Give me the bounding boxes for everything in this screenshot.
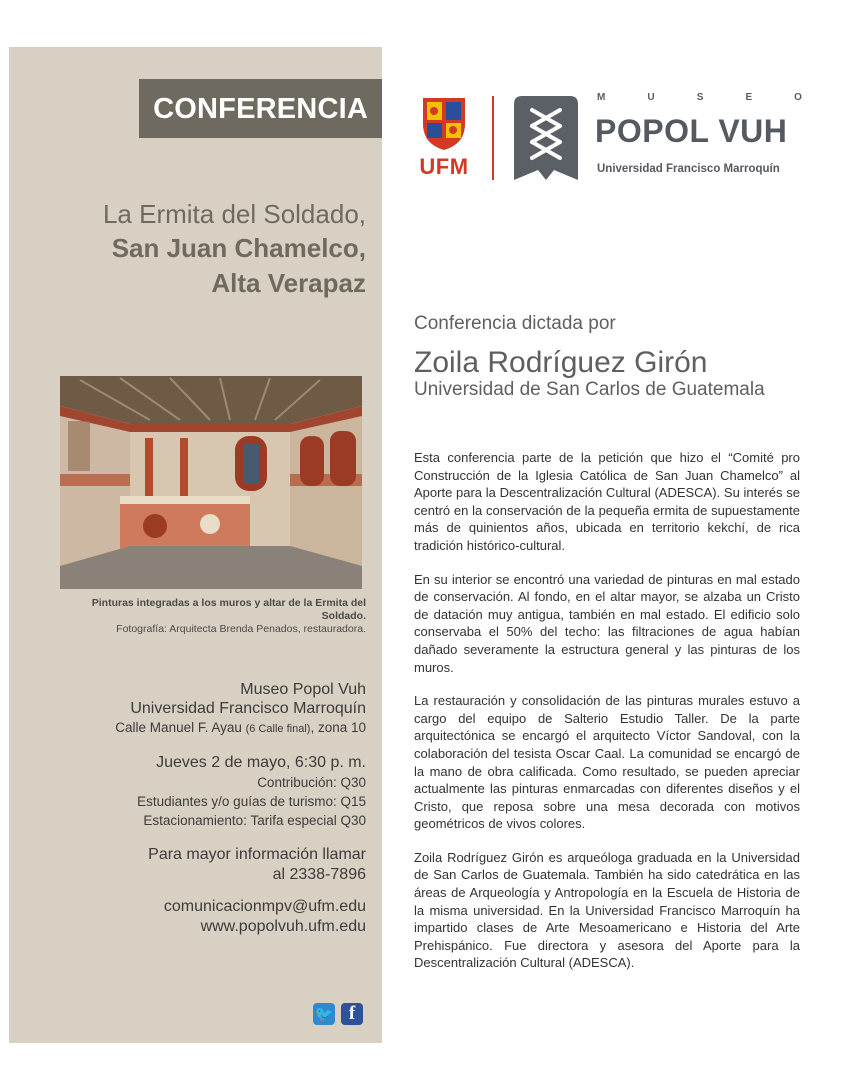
venue-block [115,680,366,739]
facebook-icon[interactable]: f [341,1003,363,1025]
body-paragraph: Zoila Rodríguez Girón es arqueóloga graduada en la Universidad de San Carlos de Guatemala. También ha sido catedrática en las áreas de Arqueología y Antropología en la Escuela de Historia de la misma universidad. En la Universidad Francisco Marroquín ha impartido clases de Arte Mesoamericano e Historia del Arte Prehispánico. Fue directora y asesora del Aporte para la Descentralización Cultural (ADESCA). [414,849,800,971]
chapel-photo [60,376,362,589]
online-block [164,897,366,937]
body-paragraph: La restauración y consolidación de las pinturas murales estuvo a cargo del equipo de Salterio Estudio Taller. De la parte arquitectónica se encargó el arquitecto Víctor Sandoval, con la colaboración del tesista Oscar Caal. La comunidad se encargó de la mano de obra calificada. Como resultado, se pueden apreciar actualmente las pinturas enmarcadas con diferentes diseños y el Cristo, que reposa sobre una mesa decorada con motivos geométricos de vivos colores. [414,693,800,832]
website-link[interactable]: www.popolvuh.ufm.edu [200,918,366,935]
event-title [103,197,366,301]
logo-divider [492,96,494,180]
museo-letter: O [794,92,802,103]
venue-street-note: (6 Calle final) [245,723,311,735]
title-line-3: Alta Verapaz [211,268,366,298]
venue-address [115,718,366,739]
popol-vuh-wordmark: POPOL VUH [595,113,788,149]
museo-letter: E [745,92,753,103]
contact-phone: al 2338-7896 [272,866,366,883]
ufm-wordmark: UFM [419,154,469,179]
museo-letter: S [696,92,704,103]
conference-label: CONFERENCIA [153,93,368,125]
venue-university: Universidad Francisco Marroquín [130,700,366,717]
contact-email[interactable]: comunicacionmpv@ufm.edu [163,898,366,915]
body-paragraph: En su interior se encontró una variedad de pinturas en mal estado de conservación. Al fondo, en el altar mayor, se alzaba un Cristo de datación muy antigua, también en mal estado. El edificio solo conservaba el 50% del techo: las filtraciones de agua habían dañado severamente la estructura general y las pinturas de los muros. [414,571,800,675]
event-contribution: Contribución: Q30 [257,775,366,790]
event-date: Jueves 2 de mayo, 6:30 p. m. [156,754,366,771]
speaker-affiliation: Universidad de San Carlos de Guatemala [414,379,765,400]
logo-university: Universidad Francisco Marroquín [597,163,780,175]
body-text [414,449,800,988]
speaker-intro: Conferencia dictada por [414,313,616,334]
title-line-1: La Ermita del Soldado, [102,199,366,229]
museo-label [597,92,802,103]
twitter-icon[interactable]: 🐦 [313,1003,335,1025]
museo-letter: M [597,92,606,103]
photo-caption [60,597,366,636]
venue-name: Museo Popol Vuh [240,681,366,698]
speaker-name: Zoila Rodríguez Girón [414,346,708,379]
event-details [137,752,366,830]
photo-caption-title: Pinturas integradas a los muros y altar de la Ermita del Soldado. [91,597,366,622]
social-links [313,1003,363,1025]
event-parking: Estacionamiento: Tarifa especial Q30 [143,813,366,828]
museo-letter: U [647,92,655,103]
event-students: Estudiantes y/o guías de turismo: Q15 [137,794,366,809]
venue-street: Calle Manuel F. Ayau [115,720,242,735]
photo-credit: Fotografía: Arquitecta Brenda Penados, restauradora. [116,623,366,635]
popol-vuh-knot-icon [514,96,578,180]
title-line-2: San Juan Chamelco, [111,233,366,263]
body-paragraph: Esta conferencia parte de la petición que hizo el “Comité pro Construcción de la Iglesia Católica de San Juan Chamelco” al Aporte para la Descentralización Cultural (ADESCA). Su interés se centró en la conservación de la pequeña ermita de supuestamente más de quinientos años, ubicada en territorio kekchí, de rica tradición histórico-cultural. [414,450,800,553]
contact-line-1: Para mayor información llamar [148,846,366,863]
contact-block [148,845,366,885]
conference-banner [139,79,382,138]
venue-zone: , zona 10 [310,720,366,735]
